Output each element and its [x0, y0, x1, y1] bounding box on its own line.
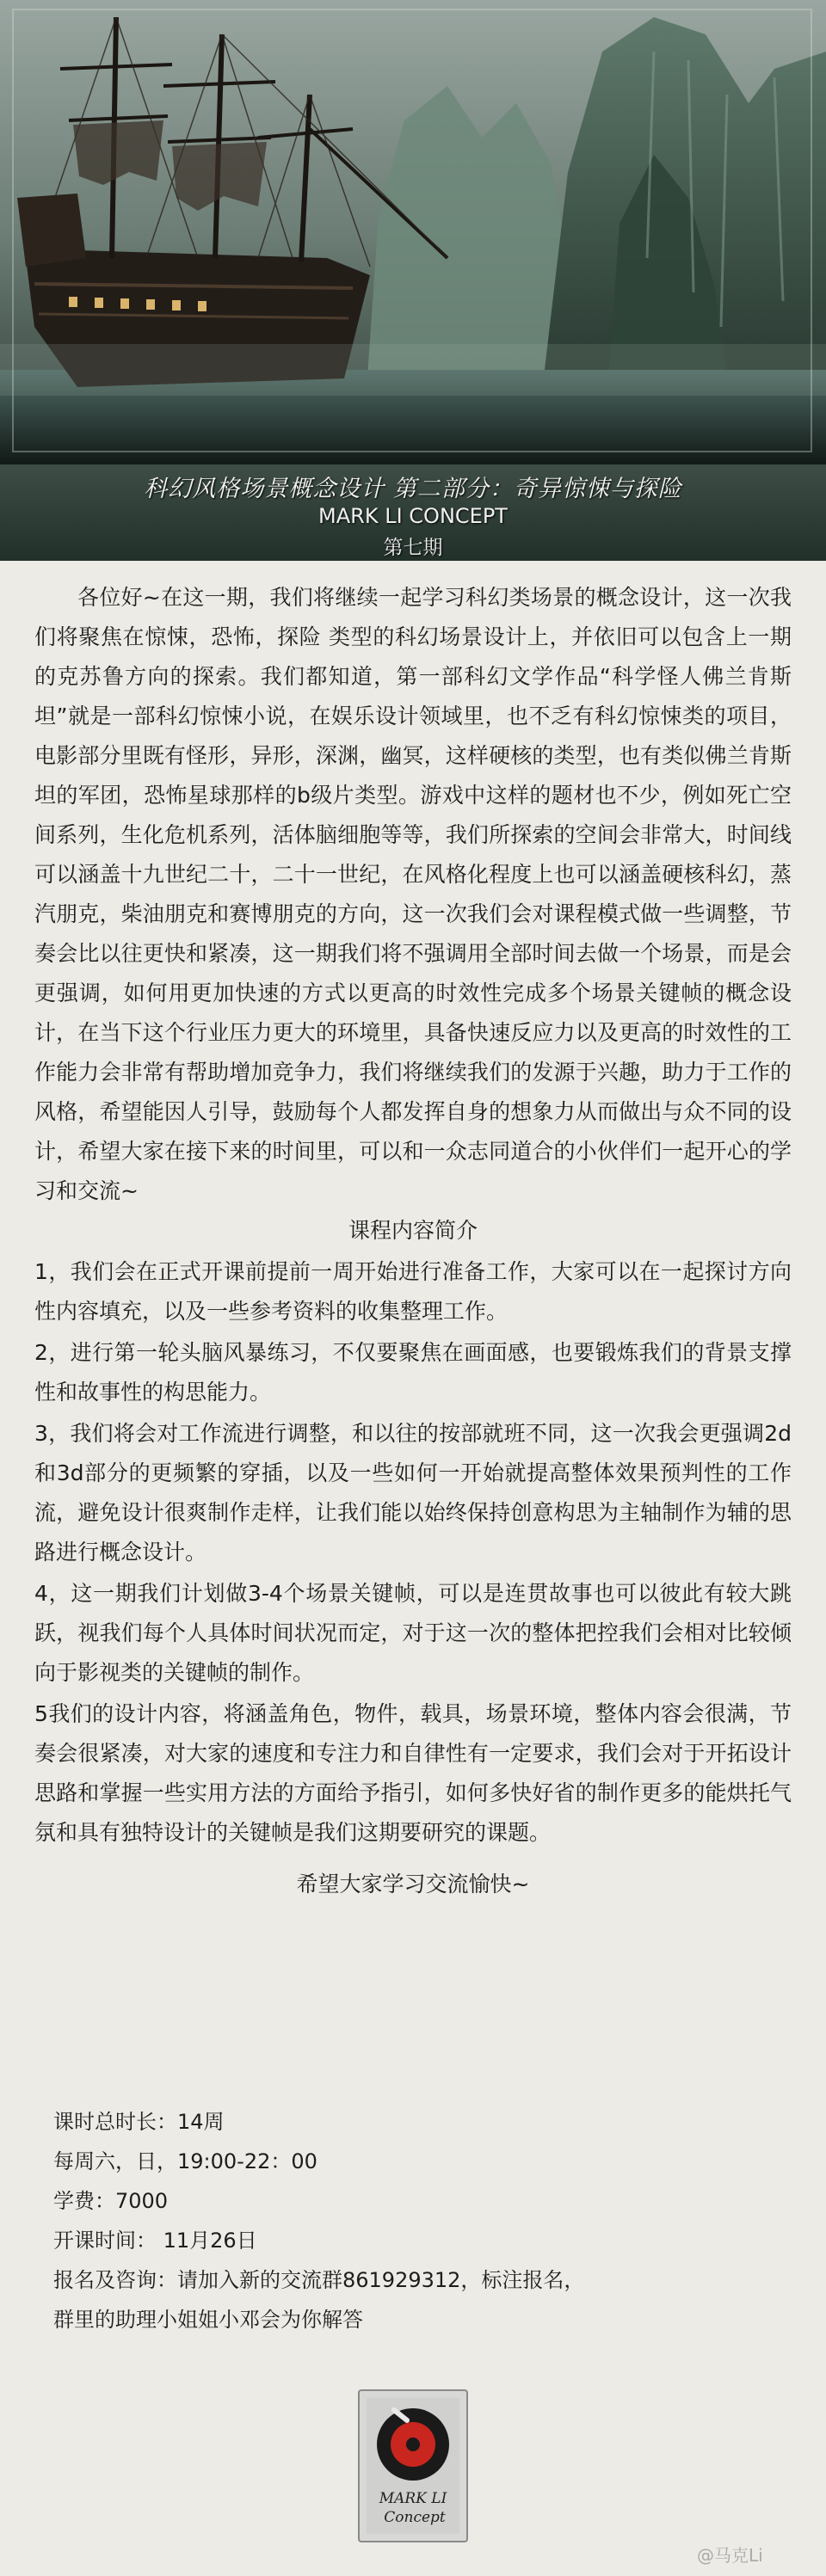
- course-item-4: 4，这一期我们计划做3-4个场景关键帧，可以是连贯故事也可以彼此有较大跳跃，视我们每个人具体时间状况而定，对于这一次的整体把控我们会相对比较倾向于影视类的关键帧的制作。: [34, 1581, 792, 1685]
- banner-issue: 第七期: [383, 537, 443, 559]
- logo-graphic: [360, 2391, 466, 2541]
- course-item-1: 1，我们会在正式开课前提前一周开始进行准备工作，大家可以在一起探讨方向性内容填充，以及一些参考资料的收集整理工作。: [34, 1259, 792, 1324]
- watermark: @马克Li: [697, 2545, 763, 2566]
- banner-brand: MARK LI CONCEPT: [318, 504, 508, 528]
- title-banner: [0, 464, 826, 561]
- article-body: [34, 578, 792, 1904]
- ship-scene-illustration: [0, 0, 826, 464]
- info-start: 开课时间： 11月26日: [53, 2229, 257, 2253]
- course-item-2: 2，进行第一轮头脑风暴练习，不仅要聚焦在画面感，也要锻炼我们的背景支撑性和故事性的构思能力。: [34, 1340, 792, 1405]
- info-duration: 课时总时长：14周: [53, 2110, 225, 2134]
- info-signup: 报名及咨询：请加入新的交流群861929312，标注报名，: [53, 2268, 585, 2292]
- info-assistant: 群里的助理小姐姐小邓会为你解答: [53, 2308, 363, 2332]
- course-intro-heading: 课程内容简介: [348, 1218, 478, 1243]
- banner-title: 科幻风格场景概念设计 第二部分：奇异惊悚与探险: [144, 476, 682, 502]
- closing-line: 希望大家学习交流愉快~: [296, 1872, 530, 1897]
- course-item-5: 5我们的设计内容，将涵盖角色，物件，载具，场景环境，整体内容会很满，节奏会很紧凑，对大家的速度和专注力和自律性有一定要求，我们会对于开拓设计思路和掌握一些实用方法的方面给予指引，如何多快好省的制作更多的能烘托气氛和具有独特设计的关键帧是我们这期要研究的课题。: [34, 1701, 792, 1845]
- brand-logo: [358, 2389, 468, 2542]
- course-info: [53, 2102, 793, 2339]
- info-fee: 学费：7000: [53, 2189, 169, 2213]
- info-schedule: 每周六，日，19:00-22：00: [53, 2149, 317, 2173]
- logo-text-line1: MARK LI: [379, 2490, 447, 2507]
- logo-text-line2: Concept: [384, 2509, 446, 2526]
- hero-illustration: [0, 0, 826, 464]
- intro-paragraph: 各位好~在这一期，我们将继续一起学习科幻类场景的概念设计，这一次我们将聚焦在惊悚，恐怖，探险 类型的科幻场景设计上，并依旧可以包含上一期的克苏鲁方向的探索。我们都知道，第一部科幻文学作品“科学怪人佛兰肯斯坦”就是一部科幻惊悚小说，在娱乐设计领域里，也不乏有科幻惊悚类的项目，电影部分里既有怪形，异形，深渊，幽冥，这样硬核的类型，也有类似佛兰肯斯坦的军团，恐怖星球那样的b级片类型。游戏中这样的题材也不少，例如死亡空间系列，生化危机系列，活体脑细胞等等，我们所探索的空间会非常大，时间线可以涵盖十九世纪二十，二十一世纪，在风格化程度上也可以涵盖硬核科幻，蒸汽朋克，柴油朋克和赛博朋克的方向，这一次我们会对课程模式做一些调整，节奏会比以往更快和紧凑，这一期我们将不强调用全部时间去做一个场景，而是会更强调，如何用更加快速的方式以更高的时效性完成多个场景关键帧的概念设计，在当下这个行业压力更大的环境里，具备快速反应力以及更高的时效性的工作能力会非常有帮助增加竞争力，我们将继续我们的发源于兴趣，助力于工作的风格，希望能因人引导，鼓励每个人都发挥自身的想象力从而做出与众不同的设计，希望大家在接下来的时间里，可以和一众志同道合的小伙伴们一起开心的学习和交流~: [34, 585, 792, 1203]
- course-item-3: 3，我们将会对工作流进行调整，和以往的按部就班不同，这一次我会更强调2d和3d部分的更频繁的穿插，以及一些如何一开始就提高整体效果预判性的工作流，避免设计很爽制作走样，让我们能以始终保持创意构思为主轴制作为辅的思路进行概念设计。: [34, 1421, 792, 1565]
